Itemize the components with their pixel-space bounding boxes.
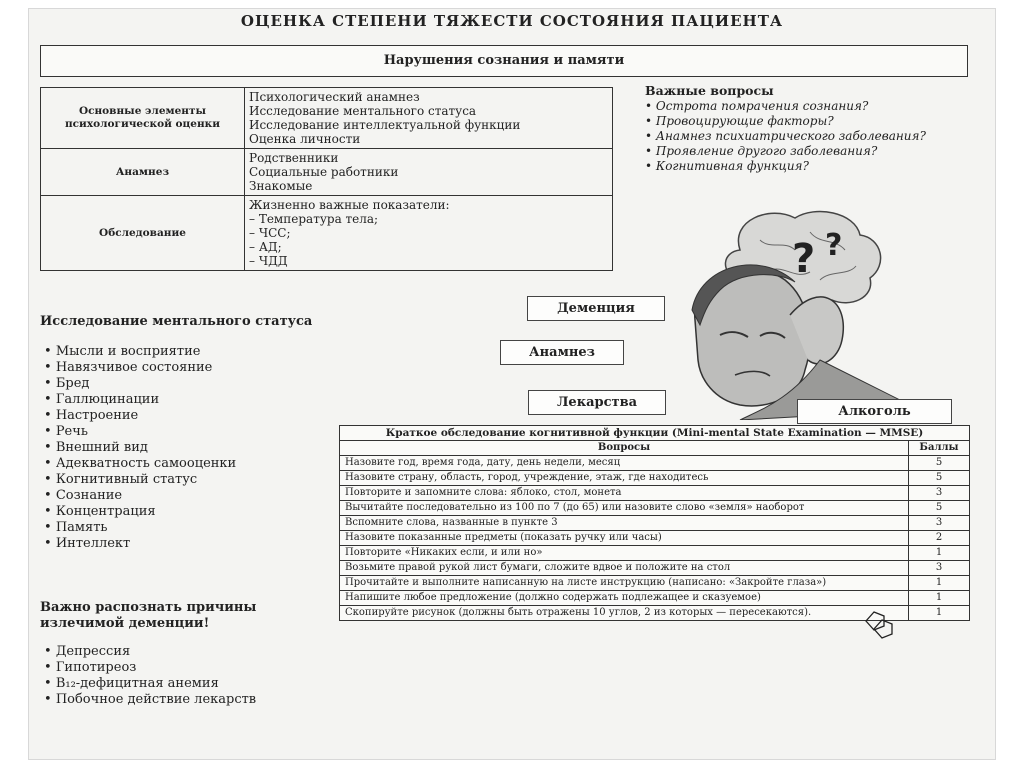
list-item: • Концентрация — [40, 504, 340, 520]
table-row — [340, 531, 970, 546]
table-row — [340, 516, 970, 531]
list-item: • Бред — [40, 376, 340, 392]
label-drugs: Лекарства — [528, 390, 666, 415]
row-label: Обследование — [41, 196, 245, 271]
svg-text:?: ? — [825, 228, 843, 263]
question-text: Скопируйте рисунок (должны быть отражены 10 углов, 2 из которых — пересекаются). — [345, 607, 812, 618]
important-questions-heading: Важные вопросы — [645, 83, 774, 98]
list-item: – АД; — [249, 240, 282, 254]
score-cell: 1 — [909, 591, 970, 606]
table-row — [340, 591, 970, 606]
table-row — [340, 561, 970, 576]
table-row — [340, 471, 970, 486]
list-item: Исследование интеллектуальной функции — [249, 118, 521, 132]
mental-status-heading: Исследование ментального статуса — [40, 314, 313, 329]
list-item: Исследование ментального статуса — [249, 104, 477, 118]
score-cell: 1 — [909, 576, 970, 591]
question-cell: Прочитайте и выполните написанную на листе инструкцию (написано: «Закройте глаза») — [340, 576, 909, 591]
list-item: • Интеллект — [40, 536, 340, 552]
mental-status-section — [40, 314, 340, 552]
list-item: • Провоцирующие факторы? — [645, 114, 975, 129]
list-item: • Побочное действие лекарств — [40, 692, 340, 708]
mmse-caption: Краткое обследование когнитивной функции (Mini-mental State Examination — MMSE) — [340, 426, 970, 441]
svg-text:?: ? — [792, 236, 816, 282]
table-row — [41, 149, 613, 196]
list-item: • Когнитивная функция? — [645, 159, 975, 174]
score-cell: 2 — [909, 531, 970, 546]
list-item: • Гипотиреоз — [40, 660, 340, 676]
question-cell — [340, 606, 909, 621]
row-label: Анамнез — [41, 149, 245, 196]
question-cell: Напишите любое предложение (должно содержать подлежащее и сказуемое) — [340, 591, 909, 606]
label-anamnesis: Анамнез — [500, 340, 624, 365]
list-item: • Анамнез психиатрического заболевания? — [645, 129, 975, 144]
table-row — [41, 196, 613, 271]
score-cell: 3 — [909, 561, 970, 576]
table-row — [340, 486, 970, 501]
list-item: • Навязчивое состояние — [40, 360, 340, 376]
table-row — [340, 546, 970, 561]
list-item: • Когнитивный статус — [40, 472, 340, 488]
question-cell: Назовите страну, область, город, учреждение, этаж, где находитесь — [340, 471, 909, 486]
list-item: • Внешний вид — [40, 440, 340, 456]
column-header-score: Баллы — [909, 441, 970, 456]
page-title: ОЦЕНКА СТЕПЕНИ ТЯЖЕСТИ СОСТОЯНИЯ ПАЦИЕНТА — [240, 12, 784, 30]
row-label: Основные элементы психологической оценки — [41, 88, 245, 149]
score-cell: 1 — [909, 606, 970, 621]
confused-patient-illustration — [620, 210, 950, 420]
score-cell: 5 — [909, 471, 970, 486]
question-cell: Вспомните слова, названные в пункте 3 — [340, 516, 909, 531]
list-item: • Острота помрачения сознания? — [645, 99, 975, 114]
assessment-elements-table — [40, 87, 613, 271]
list-item: – ЧСС; — [249, 226, 291, 240]
score-cell: 1 — [909, 546, 970, 561]
table-row — [340, 456, 970, 471]
list-item: Оценка личности — [249, 132, 361, 146]
list-item: • Настроение — [40, 408, 340, 424]
treatable-dementia-section — [40, 600, 340, 708]
score-cell: 5 — [909, 456, 970, 471]
column-header-questions: Вопросы — [340, 441, 909, 456]
question-cell: Повторите «Никаких если, и или но» — [340, 546, 909, 561]
list-item: Психологический анамнез — [249, 90, 420, 104]
list-item: • Адекватность самооценки — [40, 456, 340, 472]
list-item: Жизненно важные показатели: — [249, 198, 450, 212]
table-row — [340, 576, 970, 591]
question-cell: Возьмите правой рукой лист бумаги, сложите вдвое и положите на стол — [340, 561, 909, 576]
table-row — [340, 501, 970, 516]
score-cell: 3 — [909, 486, 970, 501]
question-cell: Назовите показанные предметы (показать ручку или часы) — [340, 531, 909, 546]
list-item: • B₁₂-дефицитная анемия — [40, 676, 340, 692]
intersecting-pentagons-icon — [862, 610, 896, 640]
list-item: • Память — [40, 520, 340, 536]
list-item: Родственники — [249, 151, 339, 165]
score-cell: 3 — [909, 516, 970, 531]
list-item: Социальные работники — [249, 165, 399, 179]
list-item: • Сознание — [40, 488, 340, 504]
question-cell: Вычитайте последовательно из 100 по 7 (до 65) или назовите слово «земля» наоборот — [340, 501, 909, 516]
mmse-table — [339, 425, 970, 621]
row-values — [245, 88, 613, 149]
mmse-header-row — [340, 441, 970, 456]
list-item: • Речь — [40, 424, 340, 440]
mmse-caption-row — [340, 426, 970, 441]
list-item: – ЧДД — [249, 254, 288, 268]
list-item: • Депрессия — [40, 644, 340, 660]
list-item: • Проявление другого заболевания? — [645, 144, 975, 159]
section-subtitle: Нарушения сознания и памяти — [40, 45, 968, 77]
treatable-heading: Важно распознать причины излечимой деменции! — [40, 600, 257, 631]
score-cell: 5 — [909, 501, 970, 516]
table-row — [41, 88, 613, 149]
question-cell: Повторите и запомните слова: яблоко, стол, монета — [340, 486, 909, 501]
list-item: • Мысли и восприятие — [40, 344, 340, 360]
label-alcohol: Алкоголь — [797, 399, 952, 424]
row-values — [245, 196, 613, 271]
list-item: – Температура тела; — [249, 212, 379, 226]
question-cell: Назовите год, время года, дату, день недели, месяц — [340, 456, 909, 471]
table-row — [340, 606, 970, 621]
row-values — [245, 149, 613, 196]
list-item: Знакомые — [249, 179, 313, 193]
label-dementia: Деменция — [527, 296, 665, 321]
important-questions — [645, 83, 975, 174]
list-item: • Галлюцинации — [40, 392, 340, 408]
